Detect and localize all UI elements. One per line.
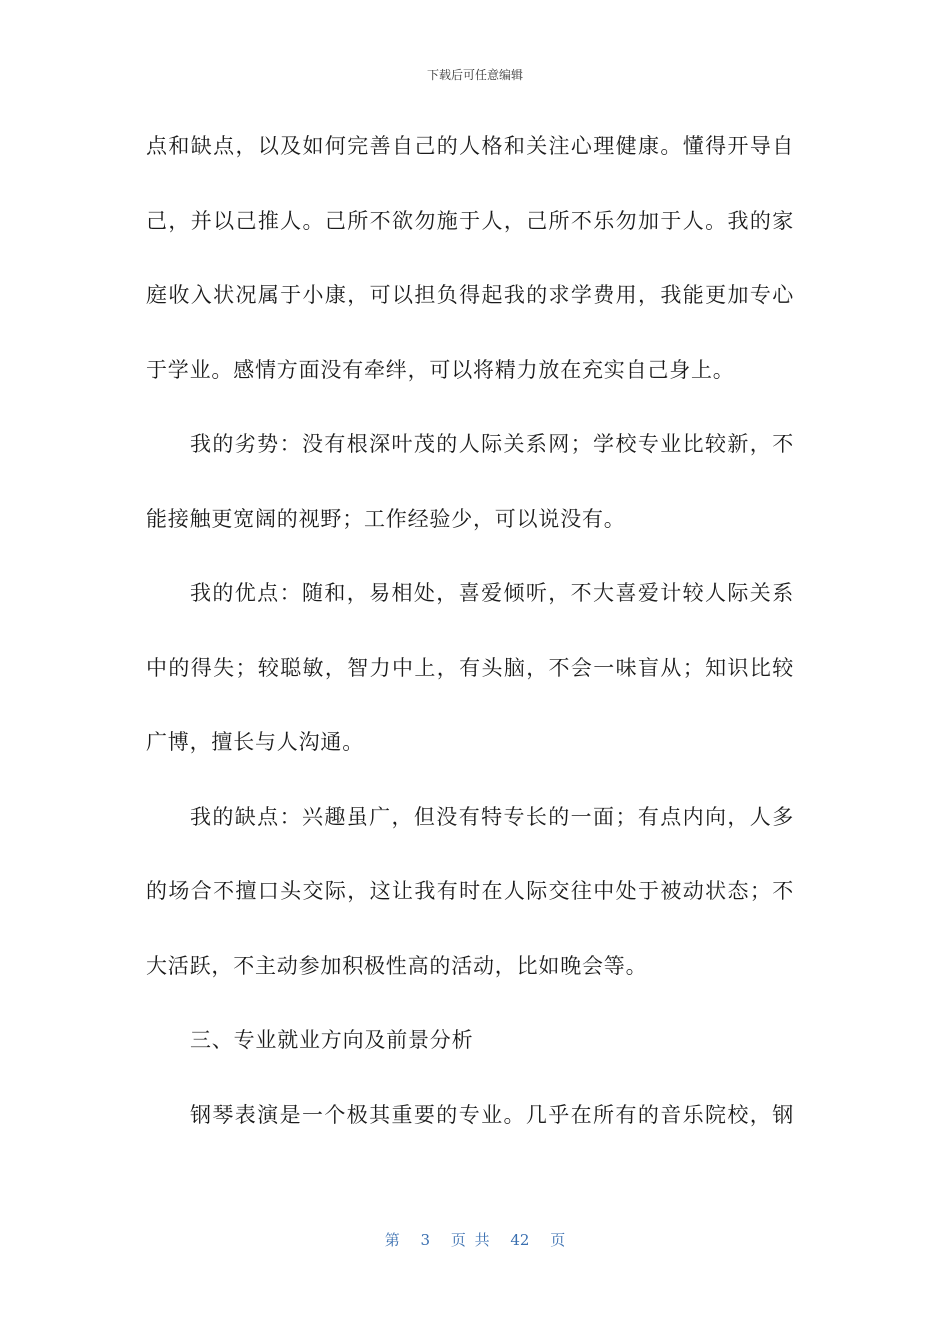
text-line: 中的得失；较聪敏，智力中上，有头脑，不会一味盲从；知识比较	[146, 655, 794, 680]
text-line: 的场合不擅口头交际，这让我有时在人际交往中处于被动状态；不	[146, 879, 794, 903]
page-number-footer	[0, 1229, 950, 1250]
current-page-number: 3	[420, 1231, 431, 1249]
paragraph-first-line: 我的劣势：没有根深叶茂的人际关系网；学校专业比较新，不	[190, 432, 794, 456]
text-line: 能接触更宽阔的视野；工作经验少，可以说没有。	[146, 506, 626, 531]
text-line: 庭收入状况属于小康，可以担负得起我的求学费用，我能更加专心	[146, 283, 794, 307]
page-header: 下载后可任意编辑	[426, 68, 523, 82]
paragraph-first-line: 我的优点：随和，易相处，喜爱倾听，不大喜爱计较人际关系	[190, 581, 794, 605]
text-line: 于学业。感情方面没有牵绊，可以将精力放在充实自己身上。	[146, 357, 735, 382]
text-line: 点和缺点，以及如何完善自己的人格和关注心理健康。懂得开导自	[146, 134, 794, 158]
footer-suffix: 页	[550, 1231, 566, 1249]
text-line: 广博，擅长与人沟通。	[146, 730, 364, 754]
footer-middle: 页 共	[450, 1231, 490, 1249]
paragraph-first-line: 钢琴表演是一个极其重要的专业。几乎在所有的音乐院校，钢	[190, 1102, 794, 1127]
paragraph-first-line: 我的缺点：兴趣虽广，但没有特专长的一面；有点内向，人多	[190, 804, 794, 829]
text-line: 己，并以己推人。己所不欲勿施于人，己所不乐勿加于人。我的家	[146, 208, 794, 233]
total-pages-number: 42	[510, 1231, 530, 1249]
document-body	[146, 128, 794, 1171]
text-line: 大活跃，不主动参加积极性高的活动，比如晚会等。	[146, 953, 648, 978]
section-heading: 三、专业就业方向及前景分析	[190, 1028, 474, 1052]
footer-prefix: 第	[384, 1231, 400, 1249]
